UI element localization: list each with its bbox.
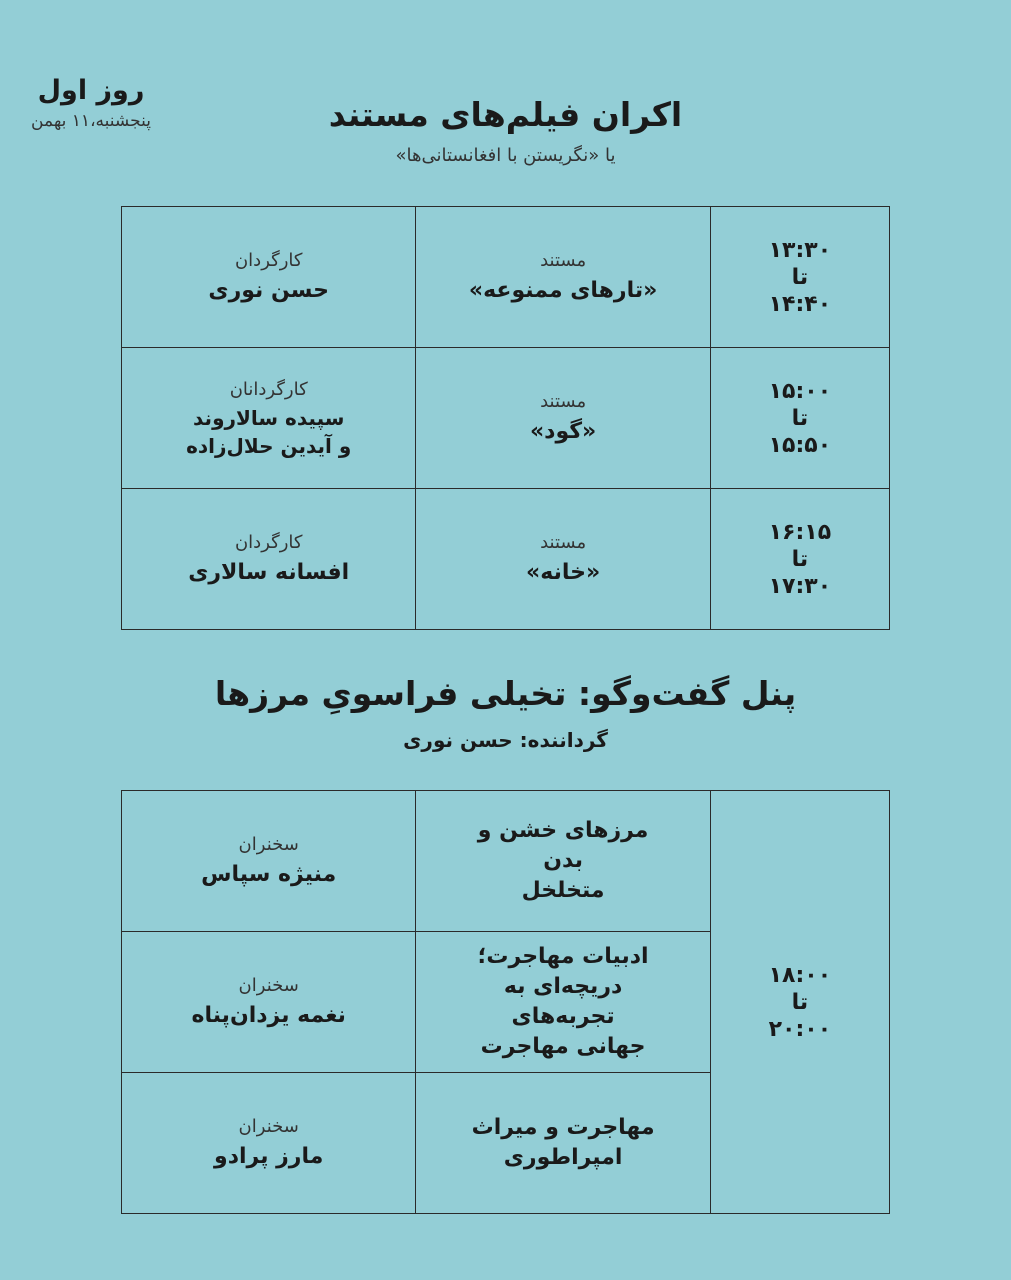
time-to: تا <box>791 989 809 1015</box>
film-genre: مستند <box>540 250 587 271</box>
topic-cell <box>416 1073 710 1214</box>
time-end: ۱۵:۵۰ <box>768 432 832 458</box>
director-cell <box>122 489 416 630</box>
time-cell <box>710 207 889 348</box>
panel-moderator: گرداننده: حسن نوری <box>403 728 608 752</box>
director-name: افسانه سالاری <box>188 560 350 585</box>
day-title: روز اول <box>37 75 145 106</box>
panel-table <box>121 790 890 1214</box>
topic-line: دریچه‌ای به تجربه‌های <box>503 974 623 1029</box>
speaker-cell <box>122 932 416 1073</box>
director-cell <box>122 207 416 348</box>
screening-subtitle: یا «نگریستن با افغانستانی‌ها» <box>395 145 616 166</box>
speaker-role: سخنران <box>238 1116 299 1137</box>
time-end: ۱۴:۴۰ <box>768 291 832 317</box>
film-genre: مستند <box>540 391 587 412</box>
time-cell <box>710 348 889 489</box>
topic-line: جهانی مهاجرت <box>480 1034 646 1059</box>
film-title: «گود» <box>529 419 597 444</box>
table-row <box>122 791 890 932</box>
topic-cell <box>416 932 710 1073</box>
table-row <box>122 489 890 630</box>
director-name: حسن نوری <box>208 278 329 303</box>
film-cell <box>416 207 710 348</box>
table-row <box>122 348 890 489</box>
time-to: تا <box>791 405 809 431</box>
director-name: و آیدین حلال‌زاده <box>186 434 352 458</box>
film-cell <box>416 489 710 630</box>
director-role: کارگردان <box>234 250 303 271</box>
film-cell <box>416 348 710 489</box>
topic-line: متخلخل <box>521 878 605 903</box>
director-role: کارگردانان <box>229 379 308 400</box>
time-start: ۱۶:۱۵ <box>768 519 832 545</box>
time-to: تا <box>791 546 809 572</box>
table-row <box>122 207 890 348</box>
topic-line: مرزهای خشن و بدن <box>477 818 649 873</box>
speaker-cell <box>122 791 416 932</box>
topic-cell <box>416 791 710 932</box>
film-genre: مستند <box>540 532 587 553</box>
panel-title: پنل گفت‌وگو: تخیلی فراسویِ مرزها <box>214 674 797 713</box>
topic-line: امپراطوری <box>503 1145 623 1170</box>
time-start: ۱۸:۰۰ <box>768 962 832 988</box>
day-date: پنجشنبه،۱۱ بهمن <box>31 111 151 131</box>
speaker-cell <box>122 1073 416 1214</box>
time-to: تا <box>791 264 809 290</box>
film-title: «تارهای ممنوعه» <box>468 278 658 303</box>
speaker-name: مارز پرادو <box>214 1144 324 1169</box>
topic-line: مهاجرت و میراث <box>471 1115 655 1140</box>
time-end: ۱۷:۳۰ <box>768 573 832 599</box>
time-start: ۱۵:۰۰ <box>768 378 832 404</box>
time-end: ۲۰:۰۰ <box>768 1016 832 1042</box>
speaker-role: سخنران <box>238 975 299 996</box>
time-start: ۱۳:۳۰ <box>768 237 832 263</box>
speaker-role: سخنران <box>238 834 299 855</box>
director-cell <box>122 348 416 489</box>
speaker-name: منیژه سپاس <box>201 862 337 887</box>
speaker-name: نغمه یزدان‌پناه <box>191 1003 346 1028</box>
director-role: کارگردان <box>234 532 303 553</box>
topic-line: ادبیات مهاجرت؛ <box>477 944 649 969</box>
director-name: سپیده سالاروند <box>193 406 345 430</box>
time-cell <box>710 791 889 1214</box>
time-cell <box>710 489 889 630</box>
screening-title: اکران فیلم‌های مستند <box>328 95 683 134</box>
screening-table <box>121 206 890 630</box>
film-title: «خانه» <box>526 560 601 585</box>
